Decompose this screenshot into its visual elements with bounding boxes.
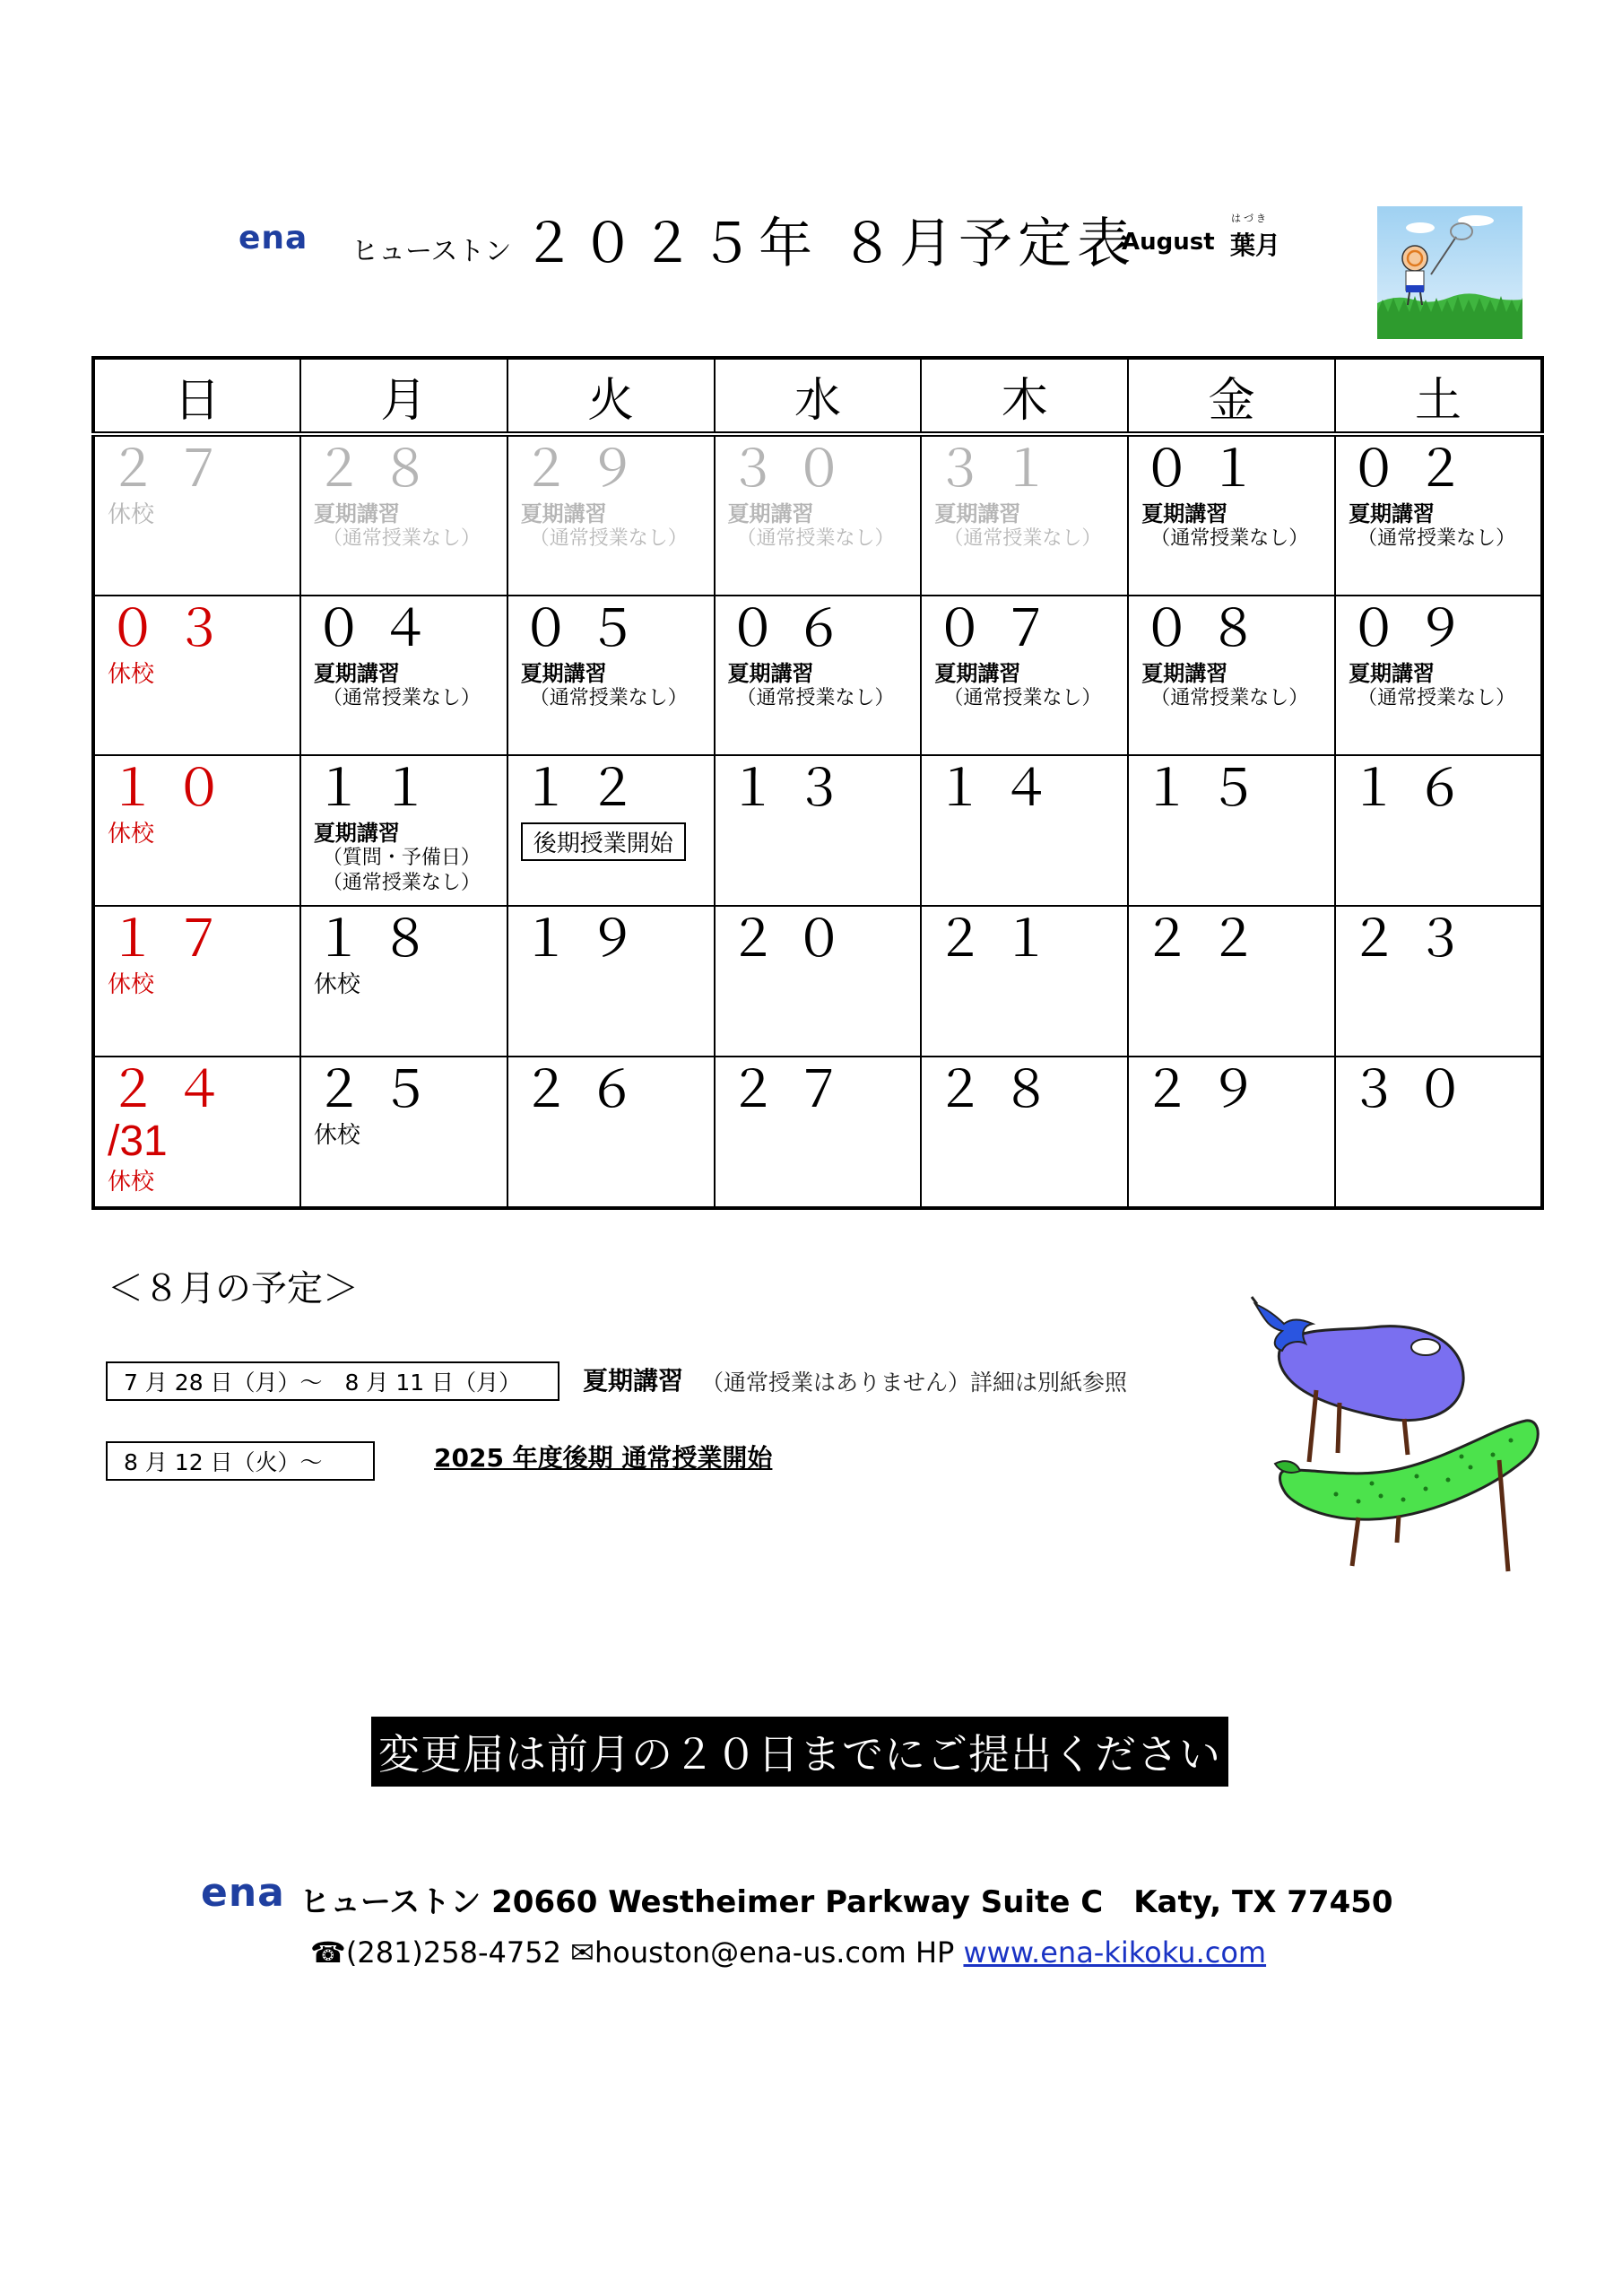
day-number: ０６ bbox=[727, 600, 861, 658]
weekday-header: 金 bbox=[1128, 358, 1335, 434]
day-number: ２１ bbox=[934, 910, 1068, 969]
calendar-day-cell bbox=[93, 434, 300, 596]
boy-with-net-icon bbox=[1377, 206, 1522, 339]
day-event-note: （通常授業なし） bbox=[943, 527, 1102, 550]
calendar-day-cell bbox=[1128, 906, 1335, 1057]
closed-label: 休校 bbox=[313, 1122, 360, 1149]
day-number: １２ bbox=[520, 760, 654, 818]
day-event: 夏期講習 bbox=[1349, 661, 1436, 686]
day-number: ３０ bbox=[1349, 1061, 1482, 1119]
day-number: ０４ bbox=[313, 600, 447, 658]
calendar-day-cell bbox=[300, 434, 507, 596]
calendar-day-cell bbox=[300, 1057, 507, 1208]
day-event: 夏期講習 bbox=[313, 821, 400, 846]
day-number: ０９ bbox=[1349, 600, 1482, 658]
day-number: ３０ bbox=[727, 440, 861, 499]
day-event-note: （通常授業なし） bbox=[1357, 687, 1516, 709]
day-event: 夏期講習 bbox=[520, 661, 607, 686]
day-number: １３ bbox=[727, 760, 861, 818]
header-school-name: ヒューストン bbox=[351, 236, 512, 267]
day-number: １８ bbox=[313, 910, 447, 969]
calendar-day-cell bbox=[715, 434, 922, 596]
calendar-day-cell bbox=[300, 596, 507, 755]
day-number: ２３ bbox=[1349, 910, 1482, 969]
schedule-heading: ＜８月の予定＞ bbox=[108, 1268, 359, 1309]
weekday-header: 月 bbox=[300, 358, 507, 434]
calendar-day-cell bbox=[507, 596, 715, 755]
day-number: ０７ bbox=[934, 600, 1068, 658]
calendar-week-row bbox=[93, 906, 1542, 1057]
footer-address: ヒューストン 20660 Westheimer Parkway Suite C Katy, TX 77450 bbox=[299, 1884, 1393, 1920]
closed-label: 休校 bbox=[108, 1169, 155, 1196]
day-event-note: （通常授業なし） bbox=[1150, 527, 1309, 550]
closed-label: 休校 bbox=[313, 971, 360, 998]
day-number: ０２ bbox=[1349, 440, 1482, 499]
calendar-day-cell bbox=[93, 755, 300, 906]
calendar-day-cell bbox=[1128, 1057, 1335, 1208]
calendar-day-cell bbox=[1335, 434, 1542, 596]
day-number: ２６ bbox=[520, 1061, 654, 1119]
day-number: ０５ bbox=[520, 600, 654, 658]
term-start-label: 後期授業開始 bbox=[521, 822, 686, 861]
calendar-day-cell bbox=[921, 596, 1128, 755]
day-event-note: （通常授業なし） bbox=[529, 527, 688, 550]
closed-label: 休校 bbox=[108, 821, 155, 848]
day-number: ０３ bbox=[108, 600, 240, 658]
day-number: １１ bbox=[313, 760, 447, 818]
calendar-day-cell bbox=[921, 755, 1128, 906]
closed-label: 休校 bbox=[108, 971, 155, 998]
day-number: ３１ bbox=[934, 440, 1068, 499]
footer-phone: ☎(281)258-4752 bbox=[310, 1935, 561, 1970]
calendar-day-cell bbox=[715, 755, 922, 906]
calendar-day-cell bbox=[507, 434, 715, 596]
day-number: １０ bbox=[108, 760, 240, 818]
summer-course-detail: （通常授業はありません）詳細は別紙参照 bbox=[701, 1370, 1128, 1396]
closed-label: 休校 bbox=[108, 501, 155, 528]
day-number: ０８ bbox=[1141, 600, 1275, 658]
day-event-note: （通常授業なし） bbox=[322, 527, 481, 550]
month-japanese: 葉月 bbox=[1230, 230, 1281, 260]
day-event-sub: （質問・予備日） bbox=[322, 847, 481, 869]
day-event: 夏期講習 bbox=[313, 661, 400, 686]
calendar-week-row bbox=[93, 596, 1542, 755]
calendar-day-cell bbox=[1128, 596, 1335, 755]
day-event-note: （通常授業なし） bbox=[1150, 687, 1309, 709]
day-number: ２８ bbox=[934, 1061, 1068, 1119]
day-event-note: （通常授業なし） bbox=[322, 872, 481, 894]
calendar-day-cell bbox=[921, 434, 1128, 596]
closed-label: 休校 bbox=[108, 661, 155, 688]
footer-logo: ena bbox=[201, 1870, 285, 1916]
day-number: １６ bbox=[1349, 760, 1482, 818]
day-event: 夏期講習 bbox=[520, 501, 607, 526]
day-event: 夏期講習 bbox=[313, 501, 400, 526]
calendar-day-cell bbox=[1335, 755, 1542, 906]
calendar-day-cell bbox=[1128, 434, 1335, 596]
day-number: ２９ bbox=[1141, 1061, 1275, 1119]
calendar-day-cell bbox=[300, 906, 507, 1057]
header-logo: ena bbox=[239, 220, 308, 257]
footer-contact bbox=[310, 1935, 1266, 1970]
notice-banner: 変更届は前月の２０日までにご提出ください bbox=[371, 1717, 1228, 1787]
calendar-day-cell bbox=[507, 755, 715, 906]
weekday-header: 火 bbox=[507, 358, 715, 434]
calendar-day-cell bbox=[715, 596, 922, 755]
calendar-day-cell bbox=[93, 596, 300, 755]
calendar-day-cell bbox=[507, 906, 715, 1057]
calendar-day-cell bbox=[1128, 755, 1335, 906]
day-number: １４ bbox=[934, 760, 1068, 818]
calendar-day-cell bbox=[93, 1057, 300, 1208]
day-event: 夏期講習 bbox=[727, 661, 814, 686]
calendar-day-cell bbox=[1335, 596, 1542, 755]
calendar-day-cell bbox=[1335, 906, 1542, 1057]
cucumber-icon bbox=[1273, 1408, 1542, 1578]
day-event: 夏期講習 bbox=[727, 501, 814, 526]
second-term-text: 2025 年度後期 通常授業開始 bbox=[434, 1443, 773, 1473]
day-number: ２７ bbox=[727, 1061, 861, 1119]
day-number: ２７ bbox=[108, 440, 240, 499]
day-event-note: （通常授業なし） bbox=[736, 527, 895, 550]
day-number-extra: /31 bbox=[108, 1118, 168, 1165]
weekday-header: 水 bbox=[715, 358, 922, 434]
day-number: ０１ bbox=[1141, 440, 1275, 499]
day-number: １７ bbox=[108, 910, 240, 969]
summer-course-dates: 7 月 28 日（月）～ 8 月 11 日（月） bbox=[106, 1361, 559, 1401]
calendar-day-cell bbox=[300, 755, 507, 906]
day-event-note: （通常授業なし） bbox=[322, 687, 481, 709]
day-event: 夏期講習 bbox=[934, 501, 1021, 526]
day-event-note: （通常授業なし） bbox=[529, 687, 688, 709]
calendar-day-cell bbox=[715, 1057, 922, 1208]
calendar-week-row bbox=[93, 755, 1542, 906]
second-term-date: 8 月 12 日（火）～ bbox=[106, 1441, 375, 1481]
day-event: 夏期講習 bbox=[1349, 501, 1436, 526]
footer-email: ✉houston@ena-us.com bbox=[570, 1935, 906, 1970]
month-japanese-ruby: はづき bbox=[1231, 213, 1269, 224]
summer-course-title: 夏期講習 bbox=[583, 1366, 684, 1396]
calendar-day-cell bbox=[921, 1057, 1128, 1208]
day-event: 夏期講習 bbox=[1141, 661, 1228, 686]
weekday-header: 木 bbox=[921, 358, 1128, 434]
day-event: 夏期講習 bbox=[934, 661, 1021, 686]
day-event-note: （通常授業なし） bbox=[943, 687, 1102, 709]
day-number: ２２ bbox=[1141, 910, 1275, 969]
weekday-header: 日 bbox=[93, 358, 300, 434]
footer-website-link[interactable]: www.ena-kikoku.com bbox=[963, 1935, 1267, 1970]
monthly-calendar bbox=[91, 356, 1544, 1203]
day-number: １９ bbox=[520, 910, 654, 969]
day-number: １５ bbox=[1141, 760, 1275, 818]
day-event-note: （通常授業なし） bbox=[1357, 527, 1516, 550]
calendar-day-cell bbox=[93, 906, 300, 1057]
calendar-week-row bbox=[93, 434, 1542, 596]
day-number: ２０ bbox=[727, 910, 861, 969]
day-number: ２４ bbox=[108, 1061, 240, 1119]
footer-hp-label: HP bbox=[915, 1935, 955, 1970]
calendar-week-row bbox=[93, 1057, 1542, 1208]
day-event: 夏期講習 bbox=[1141, 501, 1228, 526]
weekday-header: 土 bbox=[1335, 358, 1542, 434]
month-english: August bbox=[1122, 229, 1215, 256]
day-number: ２９ bbox=[520, 440, 654, 499]
calendar-day-cell bbox=[1335, 1057, 1542, 1208]
calendar-day-cell bbox=[921, 906, 1128, 1057]
calendar-day-cell bbox=[507, 1057, 715, 1208]
page-title: ２０２５年 ８月予定表 bbox=[522, 213, 1137, 275]
day-event-note: （通常授業なし） bbox=[736, 687, 895, 709]
calendar-day-cell bbox=[715, 906, 922, 1057]
day-number: ２８ bbox=[313, 440, 447, 499]
day-number: ２５ bbox=[313, 1061, 447, 1119]
